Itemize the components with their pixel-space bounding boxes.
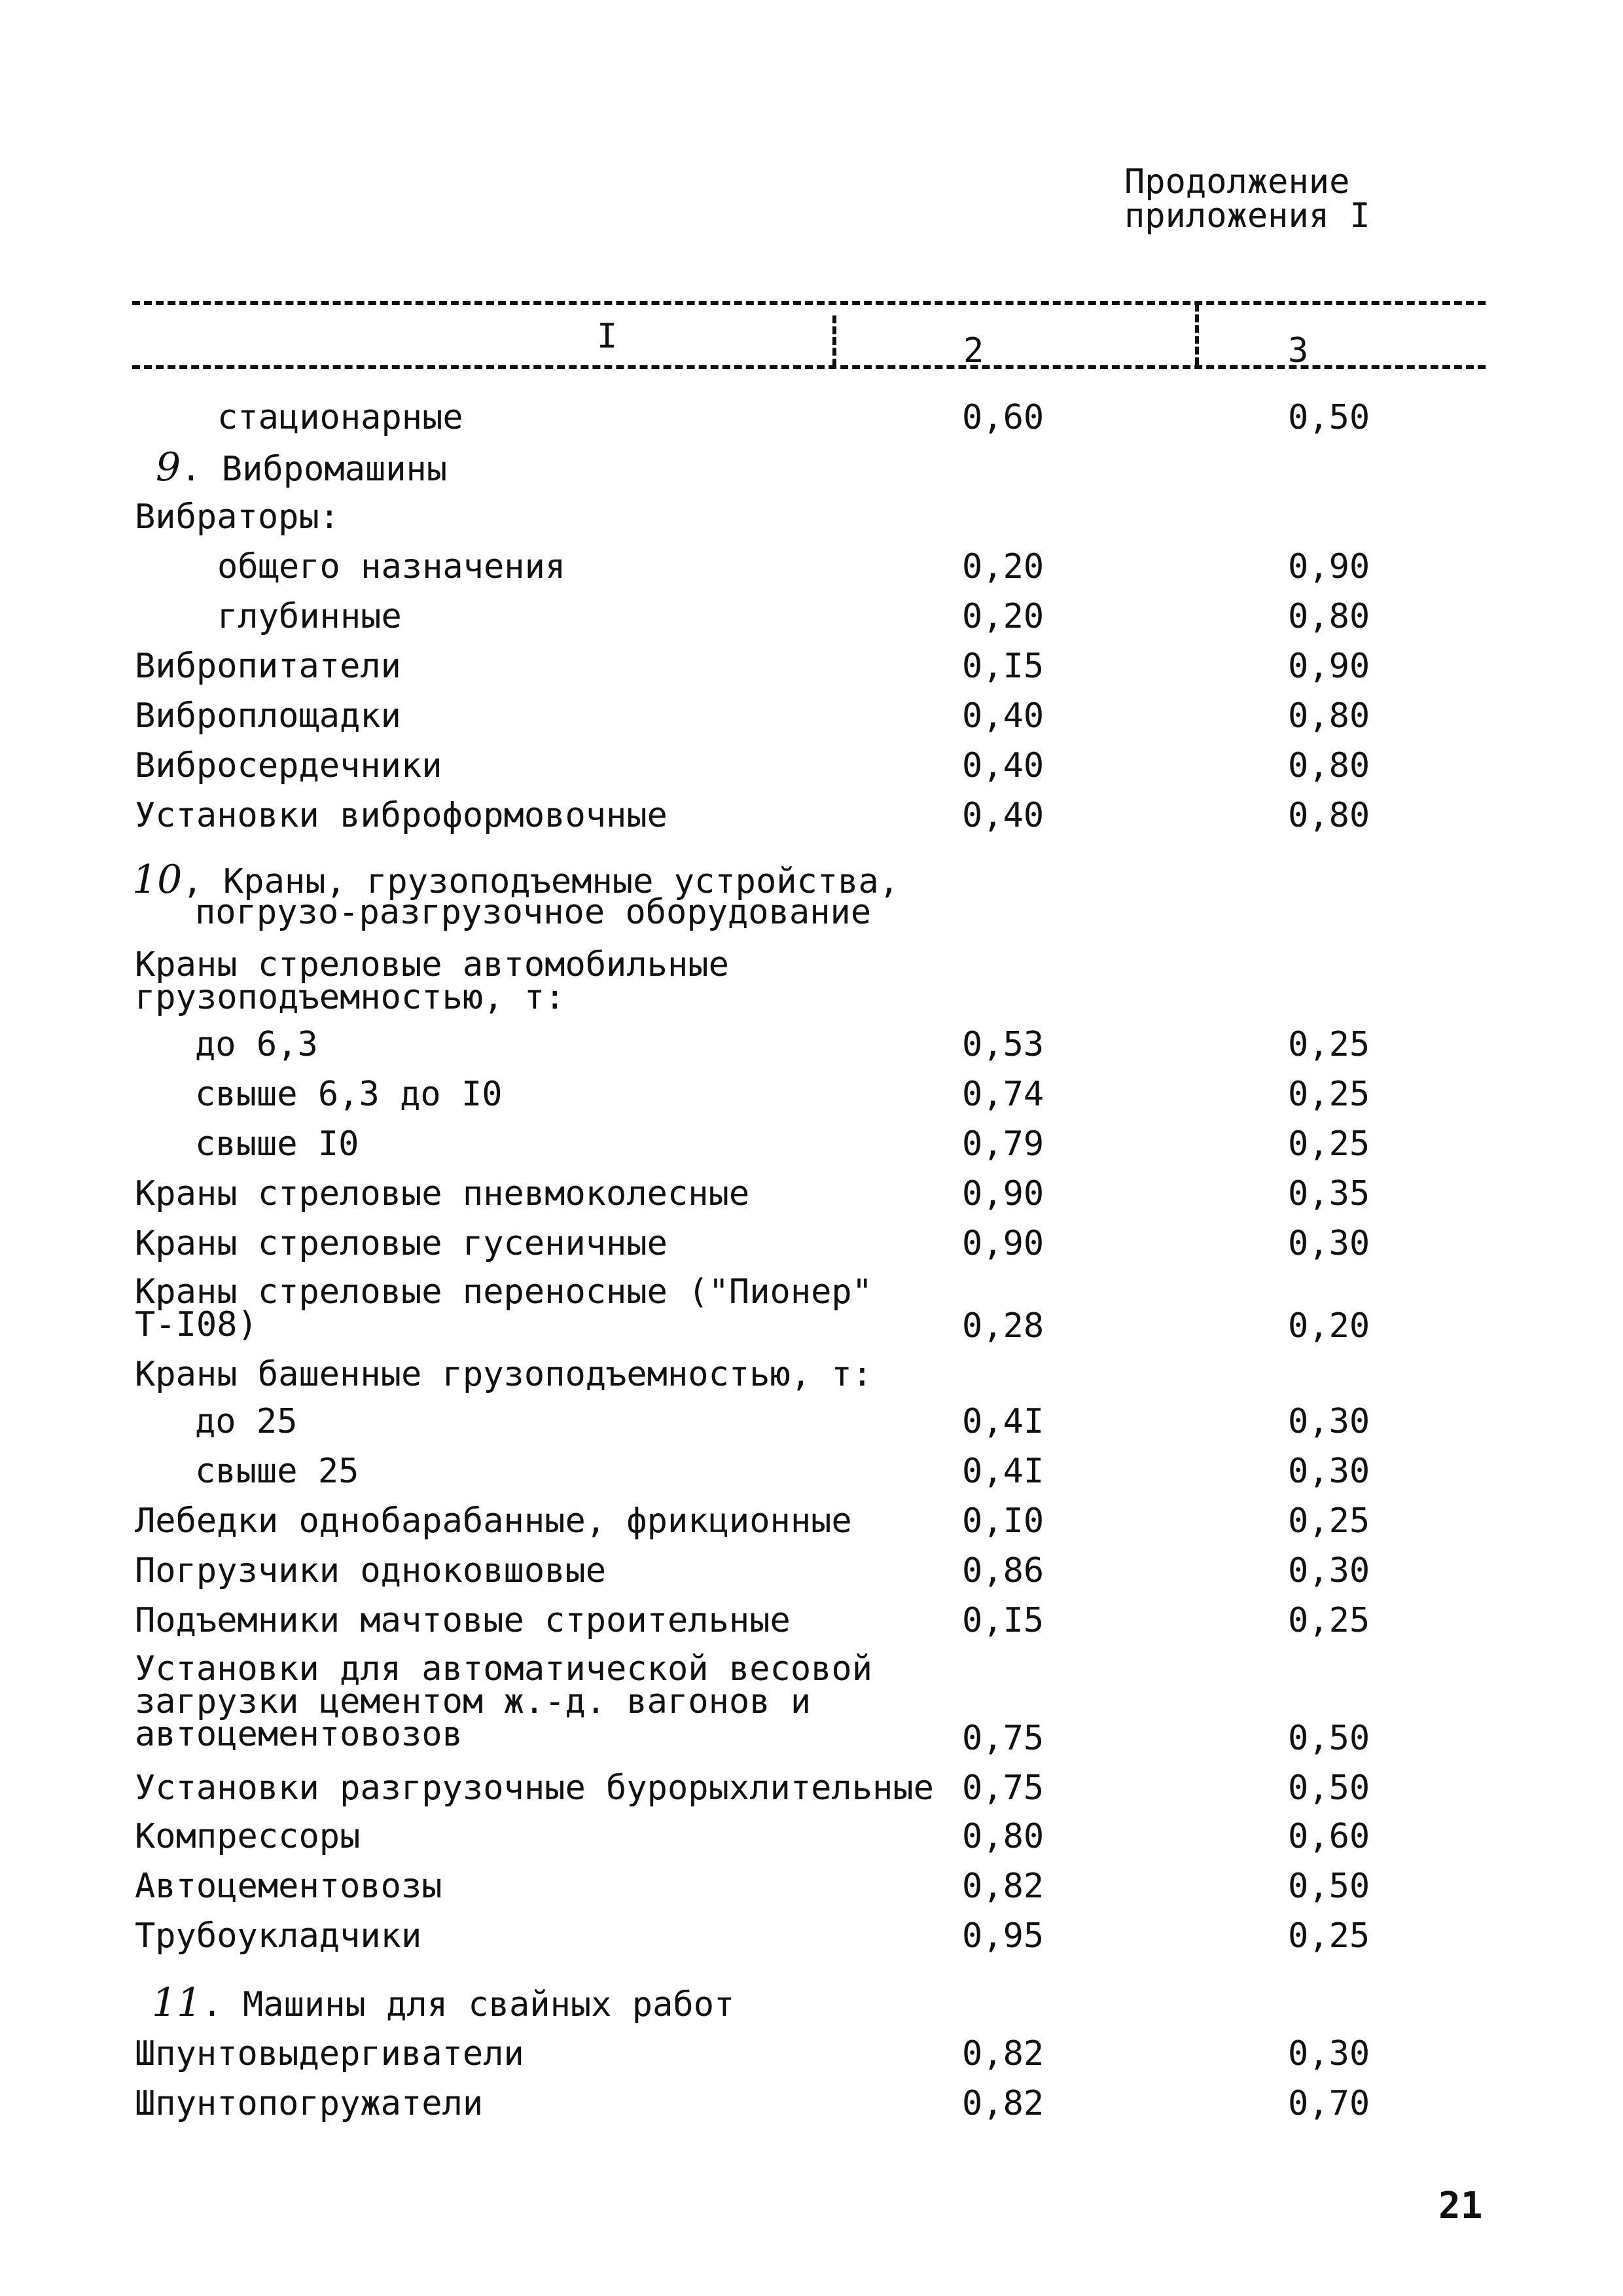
row-value-col3: 0,25: [1288, 1025, 1370, 1064]
column-header-3: 3: [1288, 331, 1309, 370]
row-label-line-2: грузоподъемностью, т:: [135, 978, 565, 1017]
row-value-col2: 0,40: [962, 696, 1044, 736]
row-value-col2: 0,90: [962, 1174, 1044, 1213]
row-value-col3: 0,80: [1288, 746, 1370, 785]
row-value-col2: 0,90: [962, 1224, 1044, 1263]
row-label: Вибросердечники: [135, 746, 442, 785]
row-value-col3: 0,90: [1288, 647, 1370, 686]
table-header-rule: [132, 365, 1486, 369]
row-label: свыше 25: [195, 1452, 359, 1491]
row-value-col3: 0,50: [1288, 1719, 1370, 1758]
row-value-col2: 0,86: [962, 1551, 1044, 1590]
section-title: , Краны, грузоподъемные устройства,: [182, 862, 900, 901]
row-label-line-3: автоцементовозов: [135, 1715, 463, 1754]
row-value-col3: 0,20: [1288, 1306, 1370, 1346]
row-value-col3: 0,30: [1288, 1224, 1370, 1263]
section-number: 10: [132, 857, 183, 903]
heading-line-1: Продолжение: [1124, 162, 1350, 202]
row-label-line-2: загрузки цементом ж.-д. вагонов и: [135, 1682, 812, 1721]
row-value-col2: 0,28: [962, 1306, 1044, 1346]
row-value-col2: 0,79: [962, 1124, 1044, 1164]
section-number: 11: [152, 1980, 202, 2026]
row-value-col2: 0,4I: [962, 1452, 1044, 1491]
section-number: 9: [156, 444, 181, 490]
row-label: Лебедки однобарабанные, фрикционные: [135, 1501, 852, 1541]
row-value-col2: 0,82: [962, 2034, 1044, 2073]
row-label: Установки для автоматической весовой: [135, 1649, 873, 1689]
section-heading: [152, 1980, 735, 2026]
row-value-col3: 0,25: [1288, 1075, 1370, 1114]
row-label: Установки виброформовочные: [135, 796, 668, 835]
row-label: Вибропитатели: [135, 647, 401, 686]
row-value-col2: 0,53: [962, 1025, 1044, 1064]
row-value-col3: 0,50: [1288, 398, 1370, 437]
row-value-col2: 0,40: [962, 746, 1044, 785]
row-value-col2: 0,95: [962, 1916, 1044, 1956]
row-label: общего назначения: [217, 547, 566, 586]
row-label: Погрузчики одноковшовые: [135, 1551, 607, 1590]
row-label: до 25: [195, 1402, 298, 1441]
row-value-col3: 0,25: [1288, 1916, 1370, 1956]
page-number: 21: [1438, 2185, 1483, 2227]
row-label-line-2: Т-I08): [135, 1305, 258, 1344]
row-value-col3: 0,50: [1288, 1867, 1370, 1906]
row-value-col2: 0,20: [962, 547, 1044, 586]
row-label: Краны стреловые гусеничные: [135, 1224, 668, 1263]
column-separator-1: [832, 315, 836, 367]
row-value-col2: 0,I5: [962, 647, 1044, 686]
row-value-col3: 0,30: [1288, 1551, 1370, 1590]
row-label: Вибраторы:: [135, 497, 340, 537]
row-label: Шпунтопогружатели: [135, 2084, 484, 2123]
row-value-col3: 0,25: [1288, 1601, 1370, 1640]
row-value-col3: 0,90: [1288, 547, 1370, 586]
section-title-line-2: погрузо-разгрузочное оборудование: [195, 893, 872, 932]
row-label: Подъемники мачтовые строительные: [135, 1601, 791, 1640]
row-value-col2: 0,I5: [962, 1601, 1044, 1640]
row-value-col3: 0,35: [1288, 1174, 1370, 1213]
row-value-col3: 0,30: [1288, 2034, 1370, 2073]
row-value-col2: 0,60: [962, 398, 1044, 437]
row-value-col2: 0,20: [962, 597, 1044, 636]
row-label: Виброплощадки: [135, 696, 401, 736]
row-value-col3: 0,60: [1288, 1817, 1370, 1856]
row-value-col3: 0,70: [1288, 2084, 1370, 2123]
row-label: свыше 6,3 до I0: [195, 1075, 503, 1114]
row-value-col2: 0,82: [962, 1867, 1044, 1906]
row-value-col2: 0,82: [962, 2084, 1044, 2123]
row-label: Автоцементовозы: [135, 1867, 442, 1906]
row-value-col2: 0,40: [962, 796, 1044, 835]
row-value-col3: 0,30: [1288, 1402, 1370, 1441]
row-label: Шпунтовыдергиватели: [135, 2034, 524, 2073]
section-title: . Вибромашины: [181, 450, 448, 489]
section-heading: [156, 444, 448, 490]
row-label: свыше I0: [195, 1124, 359, 1164]
column-header-2: 2: [963, 331, 984, 370]
row-label: стационарные: [217, 398, 463, 437]
row-label: Краны стреловые пневмоколесные: [135, 1174, 750, 1213]
column-separator-2: [1195, 304, 1199, 365]
row-value-col3: 0,25: [1288, 1501, 1370, 1541]
row-value-col2: 0,75: [962, 1719, 1044, 1758]
row-value-col3: 0,80: [1288, 796, 1370, 835]
row-value-col3: 0,80: [1288, 696, 1370, 736]
row-value-col3: 0,80: [1288, 597, 1370, 636]
row-value-col3: 0,25: [1288, 1124, 1370, 1164]
row-value-col2: 0,75: [962, 1768, 1044, 1808]
column-header-1: I: [597, 317, 618, 356]
row-value-col3: 0,50: [1288, 1768, 1370, 1808]
continuation-heading: [1124, 162, 1370, 236]
row-value-col2: 0,80: [962, 1817, 1044, 1856]
row-label: Краны башенные грузоподъемностью, т:: [135, 1355, 873, 1394]
row-label: глубинные: [217, 597, 402, 636]
row-label: Краны стреловые автомобильные: [135, 945, 729, 984]
row-label: Компрессоры: [135, 1817, 361, 1856]
row-label: Установки разгрузочные бурорыхлительные: [135, 1768, 934, 1808]
heading-line-2: приложения I: [1124, 196, 1370, 236]
section-title: . Машины для свайных работ: [202, 1985, 735, 2024]
row-value-col2: 0,I0: [962, 1501, 1044, 1541]
row-value-col2: 0,4I: [962, 1402, 1044, 1441]
row-label: до 6,3: [195, 1025, 318, 1064]
row-label: Трубоукладчики: [135, 1916, 422, 1956]
row-value-col3: 0,30: [1288, 1452, 1370, 1491]
row-value-col2: 0,74: [962, 1075, 1044, 1114]
row-label: Краны стреловые переносные ("Пионер": [135, 1272, 873, 1312]
table-top-rule: [132, 301, 1486, 305]
